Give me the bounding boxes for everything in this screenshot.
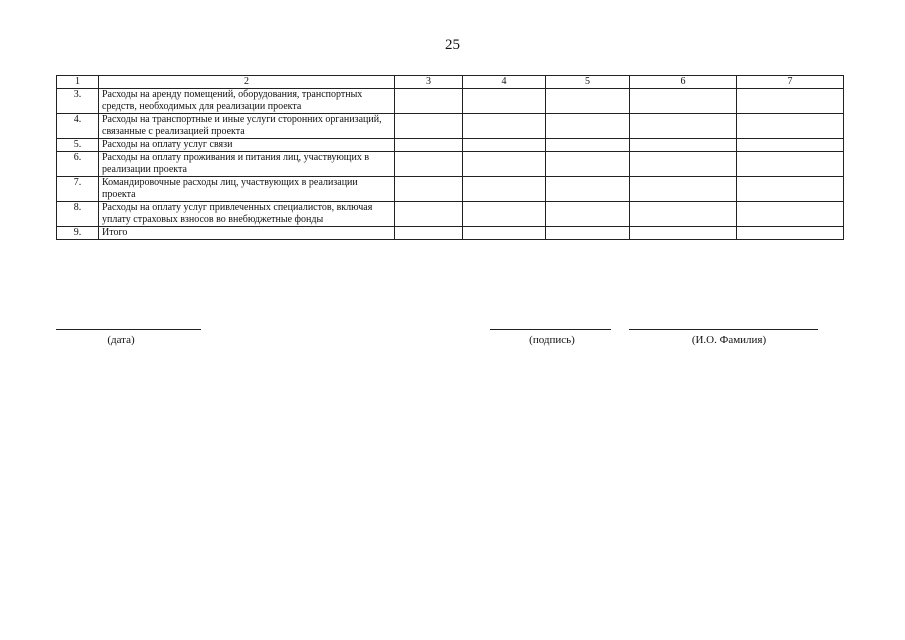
- cell-col-6: [630, 152, 737, 177]
- signature-line: [490, 329, 611, 330]
- cell-col-7: [737, 227, 844, 240]
- header-col-2: 2: [99, 76, 395, 89]
- row-number: 6.: [57, 152, 99, 177]
- cell-col-3: [395, 89, 463, 114]
- cell-col-5: [546, 114, 630, 139]
- cell-col-5: [546, 152, 630, 177]
- header-col-3: 3: [395, 76, 463, 89]
- row-description: Расходы на транспортные и иные услуги сторонних организаций, связанные с реализацией проекта: [99, 114, 395, 139]
- cell-col-4: [463, 89, 546, 114]
- date-line: [56, 329, 201, 330]
- row-description: Расходы на оплату услуг привлеченных специалистов, включая уплату страховых взносов во внебюджетные фонды: [99, 202, 395, 227]
- header-row: [57, 76, 844, 89]
- cell-col-5: [546, 202, 630, 227]
- cell-col-4: [463, 177, 546, 202]
- cell-col-5: [546, 227, 630, 240]
- table-row: [57, 152, 844, 177]
- cell-col-3: [395, 202, 463, 227]
- cell-col-5: [546, 139, 630, 152]
- row-description: Расходы на аренду помещений, оборудования, транспортных средств, необходимых для реализации проекта: [99, 89, 395, 114]
- row-description: Командировочные расходы лиц, участвующих в реализации проекта: [99, 177, 395, 202]
- row-number: 4.: [57, 114, 99, 139]
- cell-col-4: [463, 114, 546, 139]
- cell-col-4: [463, 152, 546, 177]
- name-line: [629, 329, 818, 330]
- cell-col-6: [630, 139, 737, 152]
- cell-col-4: [463, 202, 546, 227]
- cell-col-6: [630, 202, 737, 227]
- cell-col-6: [630, 114, 737, 139]
- header-col-5: 5: [546, 76, 630, 89]
- row-number: 5.: [57, 139, 99, 152]
- row-description: Итого: [99, 227, 395, 240]
- cell-col-4: [463, 227, 546, 240]
- row-description: Расходы на оплату услуг связи: [99, 139, 395, 152]
- signature-label: (подпись): [529, 334, 575, 346]
- cell-col-7: [737, 139, 844, 152]
- table-row: [57, 139, 844, 152]
- name-label: (И.О. Фамилия): [691, 334, 767, 346]
- cell-col-4: [463, 139, 546, 152]
- table-row: [57, 177, 844, 202]
- table-row: [57, 89, 844, 114]
- cell-col-3: [395, 227, 463, 240]
- page-number: 25: [445, 37, 460, 53]
- header-col-7: 7: [737, 76, 844, 89]
- cell-col-7: [737, 114, 844, 139]
- cell-col-7: [737, 89, 844, 114]
- date-label: (дата): [107, 334, 135, 346]
- cell-col-7: [737, 202, 844, 227]
- table-row: [57, 202, 844, 227]
- header-col-4: 4: [463, 76, 546, 89]
- row-number: 8.: [57, 202, 99, 227]
- cell-col-6: [630, 89, 737, 114]
- cell-col-7: [737, 152, 844, 177]
- cell-col-7: [737, 177, 844, 202]
- cell-col-3: [395, 177, 463, 202]
- row-number: 9.: [57, 227, 99, 240]
- cell-col-5: [546, 89, 630, 114]
- cell-col-5: [546, 177, 630, 202]
- row-number: 7.: [57, 177, 99, 202]
- cell-col-3: [395, 152, 463, 177]
- header-col-1: 1: [57, 76, 99, 89]
- row-number: 3.: [57, 89, 99, 114]
- table-row: [57, 114, 844, 139]
- cell-col-3: [395, 114, 463, 139]
- row-description: Расходы на оплату проживания и питания лиц, участвующих в реализации проекта: [99, 152, 395, 177]
- cell-col-3: [395, 139, 463, 152]
- header-col-6: 6: [630, 76, 737, 89]
- cell-col-6: [630, 227, 737, 240]
- expense-table: [56, 75, 844, 240]
- table-row-total: [57, 227, 844, 240]
- cell-col-6: [630, 177, 737, 202]
